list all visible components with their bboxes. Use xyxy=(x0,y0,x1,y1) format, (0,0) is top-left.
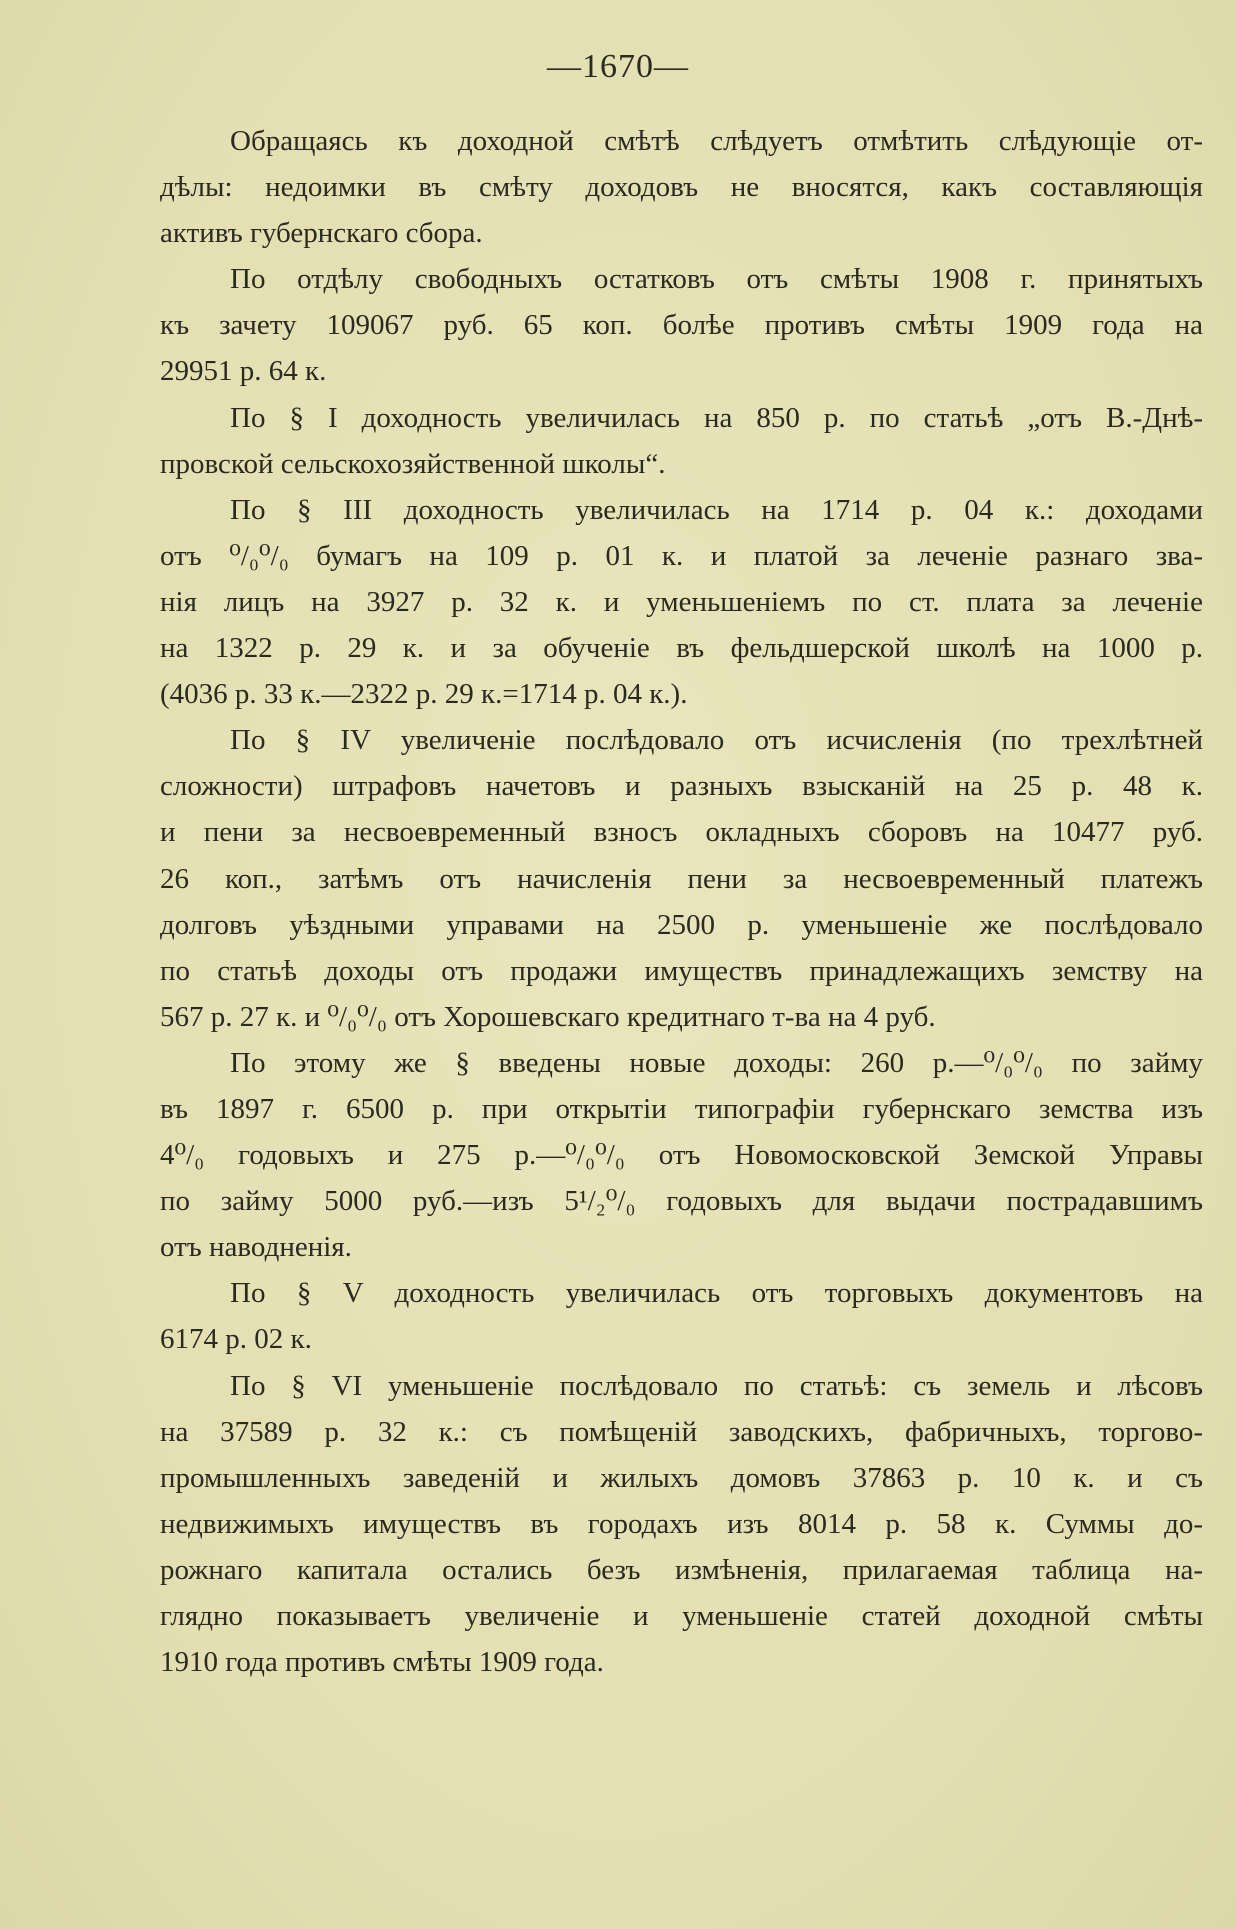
paragraph xyxy=(160,1040,1203,1270)
text-line: рожнаго капитала остались безъ измѣненія, прилагаемая таблица на- xyxy=(160,1553,1203,1586)
paragraph xyxy=(160,717,1203,1040)
text-line: 567 р. 27 к. и ⁰/₀⁰/₀ отъ Хорошевскаго кредитнаго т-ва на 4 руб. xyxy=(160,1000,936,1033)
text-line: По § IV увеличеніе послѣдовало отъ исчисленія (по трехлѣтней xyxy=(230,724,1203,757)
text-line: глядно показываетъ увеличеніе и уменьшеніе статей доходной смѣты xyxy=(160,1600,1203,1632)
text-line: По этому же § введены новые доходы: 260 р.—⁰/₀⁰/₀ по займу xyxy=(230,1046,1203,1079)
text-line: 26 коп., затѣмъ отъ начисленія пени за несвоевременный платежъ xyxy=(160,862,1203,895)
text-line: По § I доходность увеличилась на 850 р. по статьѣ „отъ В.-Днѣ- xyxy=(230,401,1203,434)
text-line: (4036 р. 33 к.—2322 р. 29 к.=1714 р. 04 к.). xyxy=(160,678,688,711)
paragraph xyxy=(160,1363,1203,1686)
paragraph xyxy=(160,118,1203,256)
text-line: По § VI уменьшеніе послѣдовало по статьѣ: съ земель и лѣсовъ xyxy=(230,1369,1203,1402)
page-body-text xyxy=(160,118,1203,1685)
text-line: Обращаясь къ доходной смѣтѣ слѣдуетъ отмѣтить слѣдующіе от- xyxy=(230,125,1203,157)
text-line: долговъ уѣздными управами на 2500 р. уменьшеніе же послѣдовало xyxy=(160,908,1203,941)
paragraph xyxy=(160,256,1203,394)
text-line: сложности) штрафовъ начетовъ и разныхъ взысканій на 25 р. 48 к. xyxy=(160,770,1203,803)
text-line: на 37589 р. 32 к.: съ помѣщеній заводскихъ, фабричныхъ, торгово- xyxy=(160,1415,1203,1448)
text-line: По отдѣлу свободныхъ остатковъ отъ смѣты 1908 г. принятыхъ xyxy=(230,263,1203,296)
text-line: по займу 5000 руб.—изъ 5¹/₂⁰/₀ годовыхъ для выдачи пострадавшимъ xyxy=(160,1185,1203,1218)
paragraph xyxy=(160,395,1203,487)
text-line: 29951 р. 64 к. xyxy=(160,355,327,388)
text-line: въ 1897 г. 6500 р. при открытіи типографіи губернскаго земства изъ xyxy=(160,1092,1203,1125)
text-line: 4⁰/₀ годовыхъ и 275 р.—⁰/₀⁰/₀ отъ Новомосковской Земской Управы xyxy=(160,1139,1203,1172)
page-number: —1670— xyxy=(547,48,689,85)
text-line: активъ губернскаго сбора. xyxy=(160,217,483,250)
text-line: по статьѣ доходы отъ продажи имуществъ принадлежащихъ земству на xyxy=(160,954,1203,987)
text-line: По § III доходность увеличилась на 1714 р. 04 к.: доходами xyxy=(230,493,1203,526)
text-line: къ зачету 109067 руб. 65 коп. болѣе противъ смѣты 1909 года на xyxy=(160,309,1203,342)
text-line: отъ наводненія. xyxy=(160,1231,352,1264)
text-line: провской сельскохозяйственной школы“. xyxy=(160,447,666,480)
text-line: дѣлы: недоимки въ смѣту доходовъ не вносятся, какъ составляющія xyxy=(160,171,1203,204)
text-line: 6174 р. 02 к. xyxy=(160,1323,312,1356)
text-line: и пени за несвоевременный взносъ окладныхъ сборовъ на 10477 руб. xyxy=(160,816,1203,849)
text-line: 1910 года противъ смѣты 1909 года. xyxy=(160,1646,604,1679)
text-line: недвижимыхъ имуществъ въ городахъ изъ 8014 р. 58 к. Суммы до- xyxy=(160,1507,1203,1540)
text-line: промышленныхъ заведеній и жилыхъ домовъ 37863 р. 10 к. и съ xyxy=(160,1461,1203,1494)
text-line: нія лицъ на 3927 р. 32 к. и уменьшеніемъ по ст. плата за леченіе xyxy=(160,585,1203,618)
text-line: отъ ⁰/₀⁰/₀ бумагъ на 109 р. 01 к. и платой за леченіе разнаго зва- xyxy=(160,539,1203,572)
text-line: на 1322 р. 29 к. и за обученіе въ фельдшерской школѣ на 1000 р. xyxy=(160,632,1203,665)
paragraph xyxy=(160,487,1203,717)
paragraph xyxy=(160,1270,1203,1362)
text-line: По § V доходность увеличилась отъ торговыхъ документовъ на xyxy=(230,1277,1203,1310)
